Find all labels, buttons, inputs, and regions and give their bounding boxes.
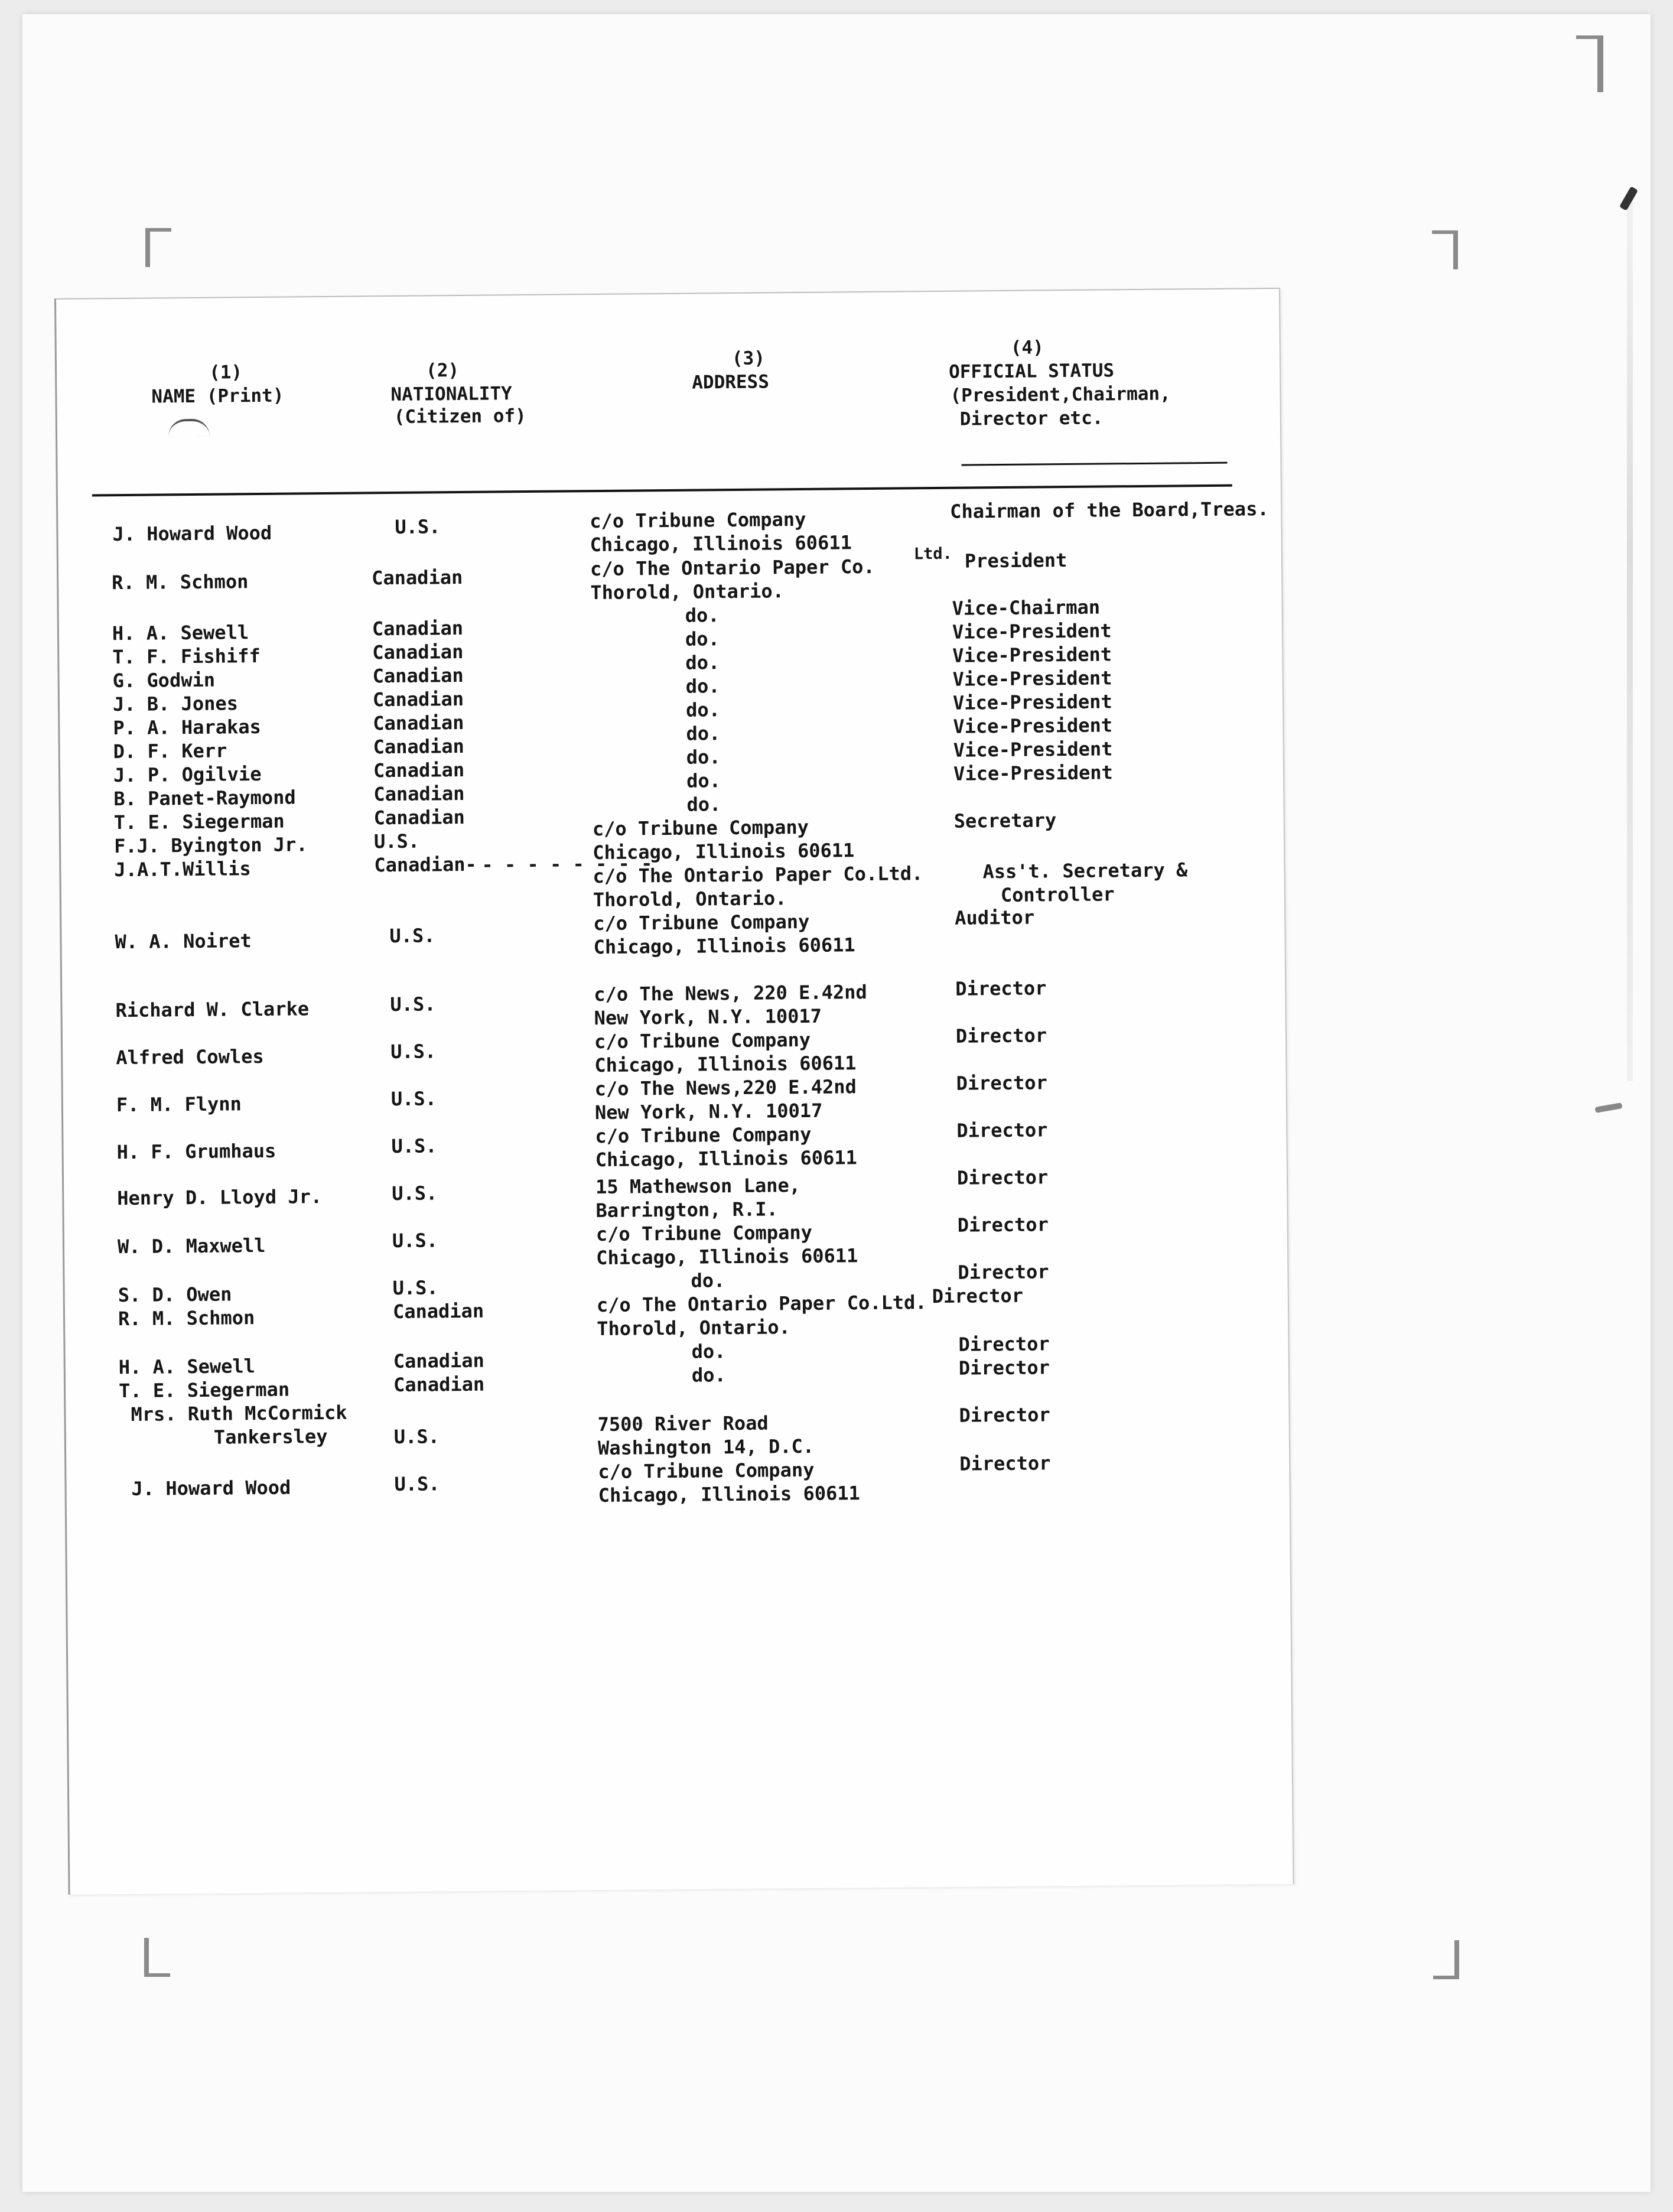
entry-nationality: Canadian [392, 1299, 484, 1323]
entry-status: Director [957, 1213, 1049, 1237]
entry-address: New York, N.Y. 10017 [594, 1004, 822, 1030]
entry-name: Henry D. Lloyd Jr. [117, 1185, 323, 1210]
entry-address: do. [686, 722, 721, 745]
entry-nationality: U.S. [395, 515, 441, 538]
entry-name: S. D. Owen [118, 1283, 232, 1307]
entry-address: Chicago, Illinois 60611 [594, 1052, 857, 1077]
crop-mark-outer-top-right [1576, 35, 1603, 92]
entry-address: Thorold, Ontario. [590, 580, 785, 604]
entry-address: c/o Tribune Company [598, 1458, 815, 1484]
entry-address: c/o The News,220 E.42nd [594, 1075, 857, 1101]
entry-nationality: Canadian [373, 711, 464, 735]
entry-status: Director [958, 1356, 1050, 1380]
entry-address: c/o The Ontario Paper Co.Ltd. [593, 862, 923, 888]
entry-status: Auditor [955, 906, 1035, 929]
entry-nationality: Canadian- [374, 853, 477, 877]
entry-name: J. Howard Wood [131, 1476, 291, 1500]
entry-status: Director [932, 1284, 1024, 1308]
entry-nationality: Canadian [371, 565, 463, 590]
entry-status: Director [958, 1260, 1049, 1284]
header-rule [92, 484, 1232, 497]
entry-address: Barrington, R.I. [595, 1198, 778, 1222]
crop-mark-bottom-left [144, 1938, 170, 1977]
entry-address: Chicago, Illinois 60611 [598, 1482, 860, 1507]
entry-status: Vice-President [952, 643, 1112, 667]
entry-name: Alfred Cowles [116, 1045, 264, 1069]
col-nationality-subheader: (Citizen of) [393, 405, 526, 428]
col-name-number: (1) [209, 362, 243, 383]
entry-nationality: U.S. [390, 1087, 437, 1111]
entry-address: c/o Tribune Company [593, 910, 810, 935]
crop-mark-bottom-right [1433, 1940, 1459, 1979]
entry-name: J. P. Ogilvie [113, 762, 262, 787]
entry-address: do. [691, 1269, 725, 1292]
entry-status: Secretary [953, 809, 1057, 832]
col-nationality-number: (2) [425, 360, 460, 382]
entry-name: T. F. Fishiff [112, 644, 261, 669]
entry-name: F. M. Flynn [116, 1092, 242, 1117]
crop-mark-top-right [1432, 230, 1458, 269]
entry-status: Vice-President [953, 761, 1113, 785]
entry-nationality: Canadian [372, 640, 464, 664]
entry-name: H. A. Sewell [112, 621, 249, 645]
entry-address: Chicago, Illinois 60611 [593, 839, 855, 864]
entry-status: Vice-President [953, 714, 1113, 738]
entry-name: Mrs. Ruth McCormick [131, 1401, 347, 1426]
entry-status: Controller [1000, 883, 1115, 907]
entry-nationality: Canadian [372, 616, 464, 640]
entry-address: Thorold, Ontario. [597, 1316, 790, 1341]
entry-address: c/o Tribune Company [595, 1221, 813, 1246]
header-underline [962, 462, 1228, 466]
entry-status: Vice-President [952, 690, 1112, 714]
entry-address: do. [685, 675, 720, 698]
entry-status: Director [959, 1403, 1050, 1427]
entry-nationality: Canadian [372, 687, 464, 711]
col-status-header: OFFICIAL STATUS [948, 360, 1115, 383]
entry-status: Vice-President [952, 666, 1112, 691]
entry-nationality: Canadian [372, 663, 464, 688]
entry-nationality: Canadian [373, 805, 465, 830]
entry-status: Director [955, 977, 1047, 1000]
col-name-header: NAME (Print) [151, 385, 284, 408]
entry-name: J. B. Jones [112, 692, 239, 716]
entry-name: H. F. Grumhaus [116, 1139, 276, 1164]
entry-address: c/o Tribune Company [592, 815, 809, 841]
document-page [54, 288, 1294, 1895]
entry-name: F.J. Byington Jr. [113, 833, 308, 858]
entry-name: R. M. Schmon [112, 570, 249, 594]
entry-nationality: Canadian [373, 734, 464, 759]
entry-name: Tankersley [213, 1425, 328, 1449]
col-status-subheader: (President,Chairman, [950, 383, 1171, 406]
ink-smudge [168, 419, 210, 437]
crop-mark-top-left [145, 228, 171, 267]
entry-nationality: U.S. [392, 1182, 438, 1205]
entry-address: c/o Tribune Company [590, 508, 806, 533]
entry-address: New York, N.Y. 10017 [594, 1099, 823, 1124]
entry-address: c/o The News, 220 E.42nd [594, 981, 867, 1006]
entry-address: Thorold, Ontario. [593, 887, 787, 912]
col-nationality-header: NATIONALITY [390, 383, 512, 406]
entry-name: B. Panet-Raymond [113, 786, 296, 811]
entry-address: do. [686, 769, 721, 792]
entry-status: President [964, 549, 1067, 572]
entry-address: 7500 River Road [597, 1411, 769, 1436]
entry-nationality: U.S. [390, 993, 436, 1016]
entry-status: Ass't. Secretary & [982, 858, 1188, 883]
entry-address: do. [686, 793, 721, 816]
entry-nationality: Canadian [393, 1349, 485, 1373]
entry-address: do. [691, 1364, 726, 1387]
dash-leader: - - - - - - - - [481, 852, 653, 876]
entry-address: do. [691, 1340, 726, 1363]
entry-name: J.A.T.Willis [114, 857, 251, 881]
entry-status: Director [956, 1166, 1049, 1189]
entry-status: Director [955, 1024, 1047, 1048]
entry-status: Vice-President [952, 619, 1112, 643]
entry-name: Richard W. Clarke [115, 997, 310, 1022]
entry-nationality: U.S. [391, 1134, 437, 1158]
entry-name: P. A. Harakas [113, 715, 261, 740]
entry-address: do. [685, 604, 720, 627]
entry-name: W. D. Maxwell [117, 1234, 266, 1258]
col-address-number: (3) [731, 347, 766, 369]
entry-status: Vice-President [953, 737, 1113, 762]
entry-address: do. [685, 627, 720, 650]
entry-nationality: U.S. [392, 1276, 438, 1300]
entry-status: Director [958, 1332, 1050, 1356]
entry-nationality: U.S. [394, 1472, 440, 1496]
entry-address: Chicago, Illinois 60611 [595, 1146, 858, 1172]
entry-address: Ltd. [913, 544, 952, 564]
entry-address: c/o Tribune Company [594, 1028, 811, 1053]
entry-address: c/o The Ontario Paper Co.Ltd. [596, 1291, 927, 1317]
entry-name: T. E. Siegerman [118, 1378, 290, 1403]
entry-address: Chicago, Illinois 60611 [590, 531, 852, 557]
entry-address: do. [685, 698, 721, 721]
entry-name: J. Howard Wood [112, 521, 272, 546]
entry-name: H. A. Sewell [118, 1355, 256, 1379]
entry-nationality: Canadian [373, 782, 465, 806]
entry-name: D. F. Kerr [113, 739, 227, 763]
entry-status: Director [956, 1071, 1047, 1095]
entry-name: G. Godwin [112, 668, 216, 692]
entry-nationality: U.S. [390, 1040, 437, 1063]
entry-address: do. [685, 651, 720, 674]
entry-status: Director [959, 1452, 1051, 1475]
entry-status: Chairman of the Board,Treas. [950, 497, 1269, 523]
entry-address: c/o The Ontario Paper Co. [590, 555, 875, 581]
col-address-header: ADDRESS [692, 371, 770, 393]
entry-status: Director [956, 1118, 1048, 1142]
entry-address: Chicago, Illinois 60611 [593, 933, 855, 959]
entry-status: Vice-Chairman [952, 596, 1101, 620]
entry-address: 15 Mathewson Lane, [595, 1174, 801, 1199]
col-status-number: (4) [1010, 337, 1044, 359]
entry-nationality: U.S. [389, 924, 435, 948]
entry-address: Chicago, Illinois 60611 [596, 1244, 858, 1270]
entry-nationality: Canadian [393, 1372, 485, 1397]
entry-address: do. [686, 746, 721, 769]
entry-nationality: U.S. [393, 1425, 440, 1449]
entry-nationality: U.S. [373, 830, 420, 853]
entry-address: Washington 14, D.C. [597, 1434, 815, 1460]
col-status-subheader: Director etc. [959, 407, 1104, 430]
entry-name: T. E. Siegerman [113, 809, 285, 834]
entry-nationality: Canadian [373, 758, 465, 782]
entry-address: c/o Tribune Company [595, 1123, 812, 1148]
entry-name: R. M. Schmon [118, 1306, 255, 1331]
entry-name: W. A. Noiret [115, 929, 252, 954]
entry-nationality: U.S. [392, 1229, 438, 1253]
paper-edge [1627, 195, 1633, 1081]
